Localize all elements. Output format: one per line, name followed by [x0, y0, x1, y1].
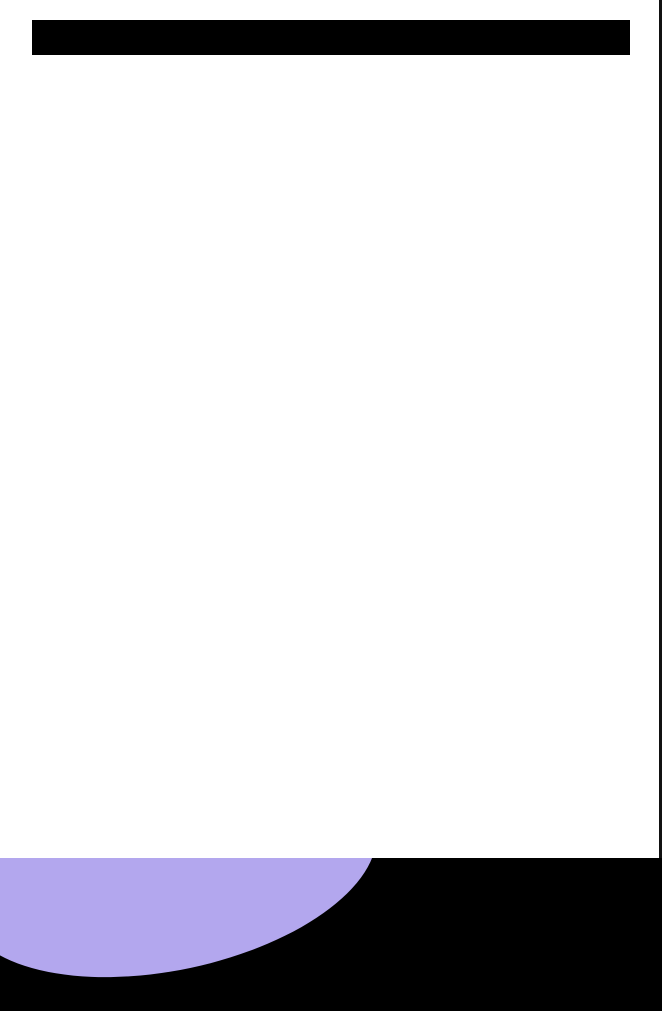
price-table	[32, 20, 630, 55]
section-title	[33, 21, 630, 55]
section-header	[33, 21, 630, 55]
